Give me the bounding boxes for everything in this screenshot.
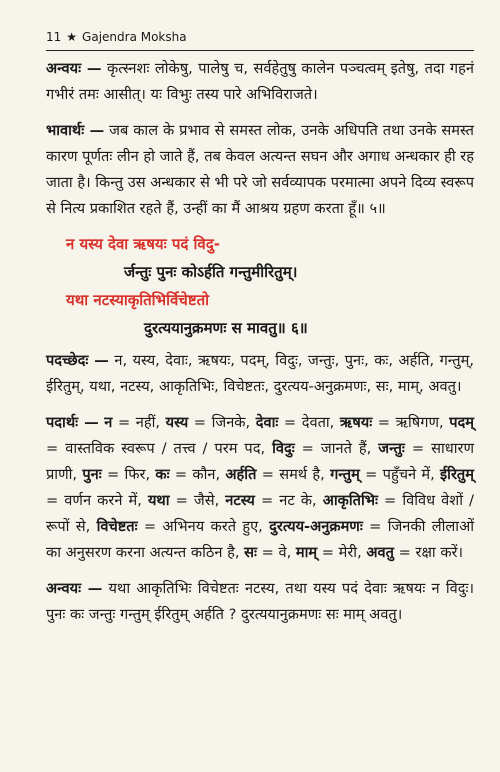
anvay-text-2: यथा आकृतिभिः विचेष्टतः नटस्य, तथा यस्य पदं देवाः ऋषयः न विदुः। पुनः कः जन्तुः गन्तुम् ईरितुम् अर्हति ? दुरत्ययानुक्रमणः सः माम् अवतु। [46, 580, 475, 623]
padarth-meaning: = नहीं, [112, 414, 166, 431]
padarth-meaning: = पहुँचने में, [359, 466, 441, 483]
padarth-word: यस्य [165, 414, 189, 431]
verse-line-4: दुरत्ययानुक्रमणः स मावतु॥ ६॥ [144, 319, 308, 337]
padarth-word: माम् [295, 544, 318, 561]
padarth-meaning: = वर्णन करने में, [46, 492, 148, 509]
padarth-label: पदार्थः — [46, 414, 99, 431]
padarth-meaning: = जैसे, [169, 492, 226, 509]
padarth-meaning: = जानते हैं, [294, 440, 379, 457]
padarth-meaning: = विविध वेशों / रूपों से, [46, 492, 474, 535]
padarth-meaning: = जिनकी लीलाओं का अनुसरण करना अत्यन्त कठिन है, [46, 518, 474, 561]
padarth-word: ऋषयः [339, 414, 373, 431]
padarth-word: देवाः [255, 414, 279, 431]
padarth-meaning: = वे, [256, 544, 296, 561]
star-icon: ★ [66, 30, 78, 44]
padarth-meaning: = अभिनय करते हुए, [137, 518, 270, 535]
padarth-word: दुरत्यय-अनुक्रमणः [269, 518, 363, 535]
padachhed-paragraph [46, 348, 474, 400]
anvay-paragraph [46, 56, 474, 108]
padarth-word: अवतु [366, 544, 394, 561]
padarth-meaning: = जिनके, [188, 414, 256, 431]
verse-line-2: र्जन्तुः पुनः कोऽर्हति गन्तुमीरितुम्। [124, 263, 298, 281]
padarth-word: कः [155, 466, 170, 483]
verse-line-1: न यस्य देवा ऋषयः पदं विदु- [66, 235, 220, 253]
padarth-word: अर्हति [225, 466, 257, 483]
padarth-meaning: = फिर, [101, 466, 156, 483]
padarth-items [46, 414, 474, 561]
anvay-label-2: अन्वयः — [46, 580, 103, 597]
padarth-word: जन्तुः [378, 440, 405, 457]
padarth-word: पदम् [449, 414, 474, 431]
padarth-word: विदुः [272, 440, 295, 457]
shloka-verse [46, 230, 474, 342]
anvay-label: अन्वयः — [46, 60, 102, 77]
anvay-text: कृत्स्नशः लोकेषु, पालेषु च, सर्वहेतुषु कालेन पञ्चत्वम् इतेषु, तदा गहनं गभीरं तमः आसीत्। यः विभुः तस्य पारे अभिविराजते। [46, 60, 475, 103]
verse-line-3: यथा नटस्याकृतिभिर्विचेष्टतो [66, 291, 210, 309]
padarth-word: न [104, 414, 113, 431]
anvay-paragraph-2 [46, 576, 474, 628]
padarth-word: विचेष्टतः [96, 518, 138, 535]
bhavarth-text: जब काल के प्रभाव से समस्त लोक, उनके अधिपति तथा उनके समस्त कारण पूर्णतः लीन हो जाते हैं, तब केवल अत्यन्त सघन और अगाध अन्धकार ही रह जाता है। किन्तु उस अन्धकार से भी परे जो सर्वव्यापक परमात्मा अपने दिव्य स्वरूप से नित्य प्रकाशित रहते हैं, उन्हीं का मैं आश्रय ग्रहण करता हूँ॥ ५॥ [46, 122, 474, 217]
padarth-meaning: = मेरी, [317, 544, 367, 561]
padarth-word: यथा [147, 492, 170, 509]
padachhed-label: पदच्छेदः — [46, 352, 109, 369]
padachhed-text: न, यस्य, देवाः, ऋषयः, पदम्, विदुः, जन्तुः, पुनः, कः, अर्हति, गन्तुम्, ईरितुम्, यथा, नटस्य, आकृतिभिः, विचेष्टतः, दुरत्यय-अनुक्रमणः, सः, माम्, अवतु। [46, 352, 474, 395]
bhavarth-paragraph [46, 118, 474, 222]
page-number: 11 [46, 30, 62, 44]
bhavarth-label: भावार्थः — [46, 122, 105, 139]
padarth-meaning: = नट के, [254, 492, 323, 509]
padarth-meaning: = देवता, [278, 414, 340, 431]
padarth-meaning: = ऋषिगण, [372, 414, 450, 431]
padarth-word: सः [244, 544, 257, 561]
running-header [46, 30, 474, 51]
padarth-paragraph [46, 410, 474, 566]
padarth-meaning: = रक्षा करें। [393, 544, 464, 561]
padarth-word: नटस्य [225, 492, 255, 509]
padarth-word: ईरितुम् [440, 466, 474, 483]
padarth-word: पुनः [82, 466, 102, 483]
book-title: Gajendra Moksha [82, 30, 187, 44]
padarth-word: आकृतिभिः [322, 492, 378, 509]
padarth-meaning: = समर्थ है, [256, 466, 331, 483]
padarth-word: गन्तुम् [330, 466, 360, 483]
padarth-meaning: = वास्तविक स्वरूप / तत्त्व / परम पद, [46, 440, 273, 457]
padarth-meaning: = कौन, [169, 466, 226, 483]
padarth-meaning: = साधारण प्राणी, [46, 440, 474, 483]
